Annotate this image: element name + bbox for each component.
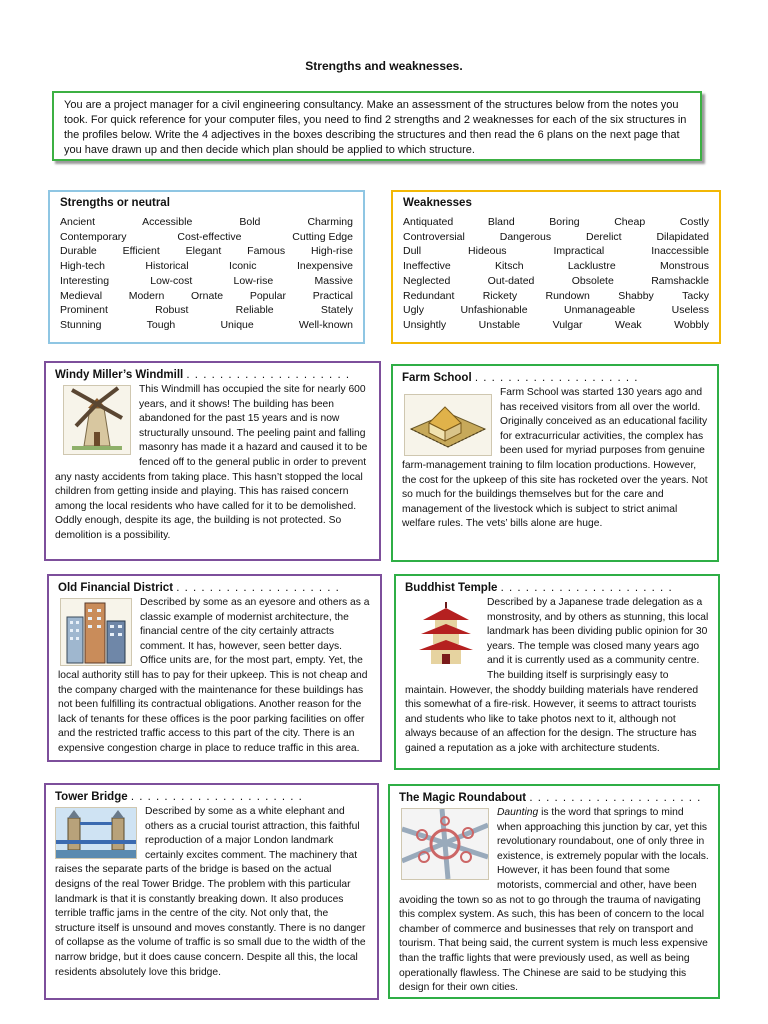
- weaknesses-word: Weak: [615, 318, 642, 331]
- page-title: Strengths and weaknesses.: [305, 59, 463, 73]
- profile-title: Farm School . . . . . . . . . . . . . . . . . . . .: [402, 372, 639, 384]
- weaknesses-row: [403, 303, 709, 318]
- weaknesses-word: Useless: [671, 304, 709, 317]
- strengths-row: [60, 303, 353, 318]
- strengths-word: Charming: [307, 216, 353, 228]
- weaknesses-word: Bland: [487, 216, 515, 228]
- strengths-word: Modern: [128, 289, 165, 302]
- strengths-word: Famous: [247, 245, 286, 258]
- weaknesses-word: Kitsch: [494, 260, 524, 273]
- lead-word: Daunting: [497, 807, 539, 818]
- weaknesses-word: Dilapidated: [656, 230, 709, 243]
- tower-bridge-icon: [55, 807, 137, 859]
- strengths-row: [60, 259, 353, 274]
- weaknesses-heading: Weaknesses: [403, 197, 472, 209]
- strengths-word: Reliable: [235, 304, 274, 317]
- strengths-word: Massive: [314, 274, 353, 287]
- weaknesses-word: Obsolete: [571, 274, 614, 287]
- weaknesses-box: [391, 190, 721, 344]
- tower-bridge-profile: [44, 783, 379, 1000]
- strengths-row: [60, 289, 353, 304]
- strengths-word: High-rise: [310, 245, 353, 258]
- strengths-row: [60, 244, 353, 259]
- strengths-row: [60, 230, 353, 245]
- windmill-profile: [44, 361, 381, 561]
- strengths-word: Unique: [220, 318, 254, 331]
- weaknesses-word: Ineffective: [403, 260, 451, 273]
- weaknesses-word: Ramshackle: [651, 274, 709, 287]
- profile-title: Windy Miller’s Windmill . . . . . . . . . . . . . . . . . . . .: [55, 369, 351, 381]
- strengths-box: [48, 190, 365, 344]
- weaknesses-word: Unsightly: [403, 318, 447, 331]
- strengths-word: Accessible: [142, 216, 193, 228]
- weaknesses-word: Tacky: [682, 289, 709, 302]
- profile-title: Buddhist Temple . . . . . . . . . . . . . . . . . . . . .: [405, 582, 673, 594]
- profile-title: Old Financial District . . . . . . . . . . . . . . . . . . . .: [58, 582, 340, 594]
- weaknesses-word: Lacklustre: [567, 260, 616, 273]
- strengths-word: Ornate: [191, 289, 224, 302]
- weaknesses-row: [403, 289, 709, 304]
- weaknesses-word: Ugly: [403, 304, 425, 317]
- weaknesses-word: Controversial: [403, 230, 465, 243]
- strengths-word: Robust: [155, 304, 189, 317]
- weaknesses-word: Boring: [549, 216, 580, 228]
- strengths-word: Elegant: [185, 245, 222, 258]
- roundabout-map-icon: [401, 808, 489, 880]
- profile-text: Farm School was started 130 years ago and has received visitors from all over the world. Originally conceived as an educational facility for extracurricular activities, the complex has been used for myriad purposes from genuine farm-management training to film location productions. However, the cost for the upkeep of this site has rocketed over the years. Not so much for the buildings themselves but for the care and management of the livestock which is subject to strict animal welfare rules. The vets’ bills alone are huge.: [402, 387, 708, 530]
- strengths-word: Practical: [312, 289, 353, 302]
- strengths-word: Prominent: [60, 304, 108, 317]
- weaknesses-word: Dull: [403, 245, 422, 258]
- profile-title: The Magic Roundabout . . . . . . . . . . . . . . . . . . . . .: [399, 792, 702, 804]
- weaknesses-word: Unfashionable: [460, 304, 528, 317]
- strengths-word: Tough: [146, 318, 176, 331]
- weaknesses-word: Unstable: [478, 318, 521, 331]
- weaknesses-row: [403, 215, 709, 230]
- weaknesses-word: Neglected: [403, 274, 451, 287]
- strengths-word: Efficient: [122, 245, 160, 258]
- strengths-word: Stunning: [60, 318, 102, 331]
- weaknesses-row: [403, 274, 709, 289]
- profile-text: This Windmill has occupied the site for nearly 600 years, and it shows! The building has been abandoned for the past 15 years and is now structurally unsound. The peeling paint and falling masonry has made it a hazard and caused it to be fenced off to the general public in order to prevent any nasty accidents from taking place. This hasn’t stopped the local children from getting inside and playing. This has raised concern among the local residents who have called for it to be demolished. Oddly enough, despite its age, the building is not protected. So demolition is a possibility.: [55, 384, 368, 541]
- farm-icon: [404, 394, 492, 456]
- weaknesses-word: Hideous: [468, 245, 507, 258]
- weaknesses-word: Redundant: [403, 289, 455, 302]
- profile-text: Daunting is the word that springs to mind when approaching this junction by car, yet this revolutionary roundabout, one of only three in existence, is extremely popular with the locals. However, it has been found that some motorists, commercial and other, have been avoiding the town so as not to go through the trauma of navigating this complex system. As such, this has been of concern to the local chamber of commerce and businesses that rely on transport and tourism. That being said, the current system is much less expensive than the traffic lights that were previously used, as well as being operationally flawless. The Chinese are said to be studying this design for their own cities.: [399, 807, 709, 994]
- weaknesses-word: Rundown: [545, 289, 590, 302]
- strengths-word: Low-cost: [150, 274, 193, 287]
- weaknesses-row: [403, 259, 709, 274]
- strengths-word: Ancient: [60, 216, 96, 228]
- skyscrapers-icon: [60, 598, 132, 666]
- strengths-word: Medieval: [60, 289, 103, 302]
- strengths-word: Cutting Edge: [292, 230, 353, 243]
- weaknesses-word: Rickety: [482, 289, 518, 302]
- strengths-word: Low-rise: [233, 274, 274, 287]
- strengths-word: Inexpensive: [296, 260, 353, 273]
- strengths-word: Historical: [145, 260, 189, 273]
- strengths-word: Stately: [320, 304, 353, 317]
- weaknesses-word: Derelict: [585, 230, 622, 243]
- strengths-word-list: [60, 215, 353, 333]
- profile-text: Described by some as an eyesore and others as a classic example of modernist architecture, the financial centre of the city certainly attracts comment. It has, however, seen better days. Office units are, for the most part, empty. Yet, the local authority still has to pay for their upkeep. This is not cheap and the company charged with the maintenance for these buildings has not been fulfilling its contractual obligations. Another reason for the lack of tenants for these offices is the poor parking facilities on offer and the restricted traffic access to this part of the city. There is an expensive congestion charge in place to reduce traffic in this area.: [58, 597, 370, 754]
- weaknesses-word: Costly: [679, 216, 709, 228]
- windmill-icon: [63, 385, 131, 455]
- instructions-box: [52, 91, 702, 161]
- magic-roundabout-profile: [388, 784, 720, 999]
- strengths-word: Iconic: [229, 260, 257, 273]
- strengths-row: [60, 318, 353, 333]
- pagoda-icon: [413, 602, 479, 672]
- weaknesses-word: Dangerous: [499, 230, 552, 243]
- weaknesses-word-list: [403, 215, 709, 333]
- strengths-word: Bold: [239, 216, 261, 228]
- weaknesses-word: Inaccessible: [651, 245, 709, 258]
- strengths-word: Durable: [60, 245, 97, 258]
- strengths-row: [60, 274, 353, 289]
- profile-text: Described by a Japanese trade delegation as a monstrosity, and by others as stunning, this local landmark has been dividing public opinion for 30 years. The temple was closed many years ago and it is currently used as a community centre. The building itself is surprisingly easy to maintain. However, the shoddy building materials have rendered this somewhat of a fire-risk. However, it seems to attract tourists and students who like to take photos next to it, although not always because of an affection for the design. The structure has gained a reputation as a joke with architecture students.: [405, 597, 709, 754]
- strengths-word: Popular: [249, 289, 287, 302]
- weaknesses-word: Antiquated: [403, 216, 454, 228]
- strengths-heading: Strengths or neutral: [60, 197, 170, 209]
- weaknesses-word: Impractical: [553, 245, 605, 258]
- weaknesses-word: Cheap: [614, 216, 646, 228]
- weaknesses-row: [403, 244, 709, 259]
- weaknesses-word: Vulgar: [552, 318, 583, 331]
- strengths-word: Contemporary: [60, 230, 127, 243]
- weaknesses-word: Monstrous: [659, 260, 709, 273]
- strengths-row: [60, 215, 353, 230]
- weaknesses-word: Shabby: [618, 289, 654, 302]
- weaknesses-word: Out-dated: [487, 274, 535, 287]
- strengths-word: Well-known: [298, 318, 353, 331]
- profile-title: Tower Bridge . . . . . . . . . . . . . . . . . . . . .: [55, 791, 303, 803]
- strengths-word: Cost-effective: [177, 230, 242, 243]
- profile-text: Described by some as a white elephant and others as a crucial tourist attraction, this faithful reproduction of a major London landmark certainly excites comment. The machinery that raises the separate parts of the bridge is based on the actual designs of the real Tower Bridge. The problem with this particular landmark is that it is constantly breaking down. It also produces terrible traffic jams in the centre of the city. Not only that, the structure itself is unsound and moves constantly. There is no danger of collapse as the volume of traffic is so small due to the width of the narrow bridge, but it does cause concern. Despite all this, the local residents absolutely love this bridge.: [55, 806, 366, 978]
- instructions-text: You are a project manager for a civil engineering consultancy. Make an assessment of the structures below from the notes you took. For quick reference for your computer files, you need to find 2 strengths and 2 weaknesses for each of the six structures in the profiles below. Write the 4 adjectives in the boxes describing the structures and then read the 6 plans on the next page that you have drawn up and then decide which plan should be applied to which structure.: [64, 99, 687, 156]
- financial-district-profile: [47, 574, 382, 762]
- farm-school-profile: [391, 364, 719, 562]
- weaknesses-row: [403, 230, 709, 245]
- strengths-word: High-tech: [60, 260, 105, 273]
- buddhist-temple-profile: [394, 574, 720, 770]
- weaknesses-word: Wobbly: [674, 318, 709, 331]
- weaknesses-word: Unmanageable: [564, 304, 636, 317]
- strengths-word: Interesting: [60, 274, 110, 287]
- weaknesses-row: [403, 318, 709, 333]
